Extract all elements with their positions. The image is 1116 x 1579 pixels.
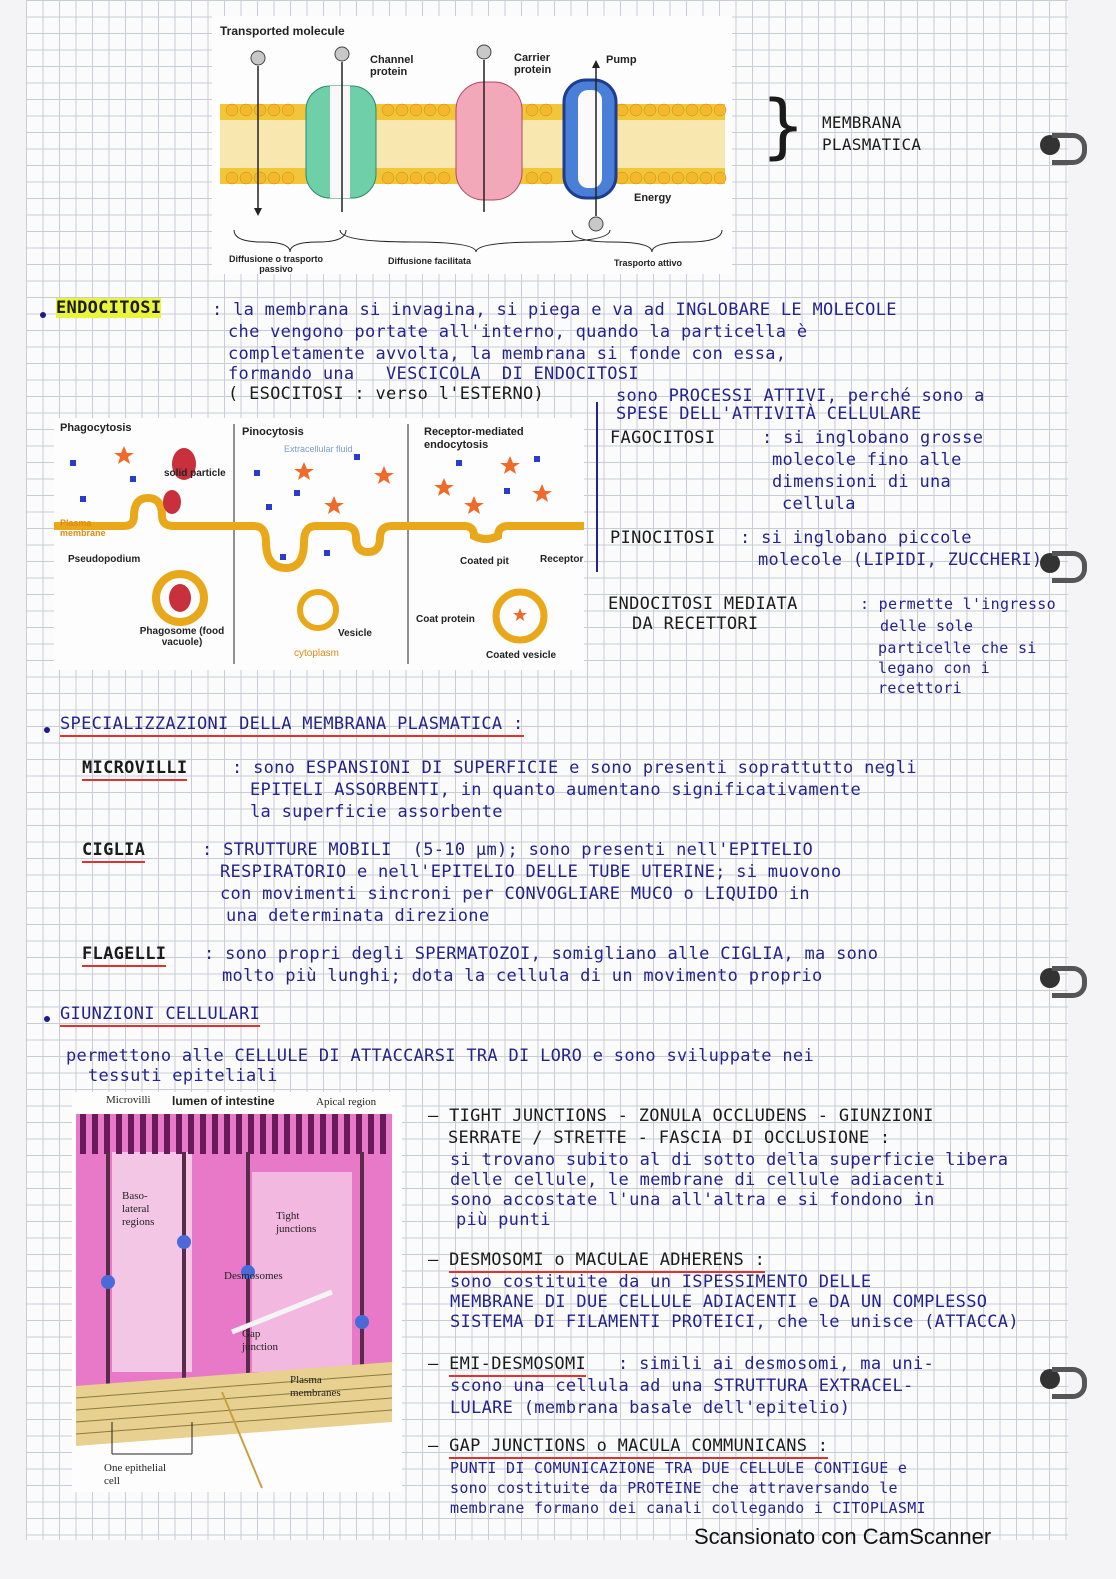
ciglia-line-2: RESPIRATORIO e nell'EPITELIO DELLE TUBE UTERINE; si muovono <box>220 862 842 882</box>
endocitosi-term <box>56 298 161 319</box>
microvilli-line-3: la superficie assorbente <box>250 802 503 822</box>
phagocytosis-label: Phagocytosis <box>60 422 132 434</box>
trasporto-attivo-label: Trasporto attivo <box>614 258 683 268</box>
binder-ring <box>1052 133 1087 165</box>
tight-desc-1: si trovano subito al di sotto della superficie libera <box>450 1150 1009 1170</box>
emi-title: – EMI-DESMOSOMI <box>428 1354 586 1375</box>
channel-protein-label: Channel protein <box>370 54 414 78</box>
membrane-brace: } <box>762 85 805 167</box>
phagosome-label: Phagosome (food vacuole) <box>139 626 225 648</box>
left-bracket <box>596 402 606 572</box>
giunzioni-intro-2: tessuti epiteliali <box>88 1066 278 1086</box>
tight-desc-3: sono accostate l'una all'altra e si fondono in <box>450 1190 935 1210</box>
junction-figure <box>72 1092 402 1492</box>
ciglia-line-3: con movimenti sincroni per CONVOGLIARE MUCO o LIQUIDO in <box>220 884 810 904</box>
mediata-line-4: legano con i <box>878 659 990 677</box>
plasma-membranes-label: Plasma membranes <box>290 1374 341 1399</box>
microvilli-term-text: MICROVILLI <box>82 758 187 781</box>
flagelli-line-1: : sono propri degli SPERMATOZOI, somigliano alle CIGLIA, ma sono <box>204 944 879 964</box>
ciglia-term <box>82 840 145 861</box>
emi-desc-3: LULARE (membrana basale dell'epitelio) <box>450 1398 851 1418</box>
giunzioni-heading-text: GIUNZIONI CELLULARI <box>60 1004 260 1027</box>
gap-junction-label: Gap junction <box>242 1328 279 1353</box>
ciglia-line-4: una determinata direzione <box>226 906 490 926</box>
tight-title-2: SERRATE / STRETTE - FASCIA DI OCCLUSIONE : <box>448 1128 891 1148</box>
bullet <box>44 1016 50 1022</box>
diffusione-facilitata-label: Diffusione facilitata <box>388 256 472 266</box>
gap-title: – GAP JUNCTIONS o MACULA COMMUNICANS : <box>428 1436 828 1457</box>
microvilli-line-2: EPITELI ASSORBENTI, in quanto aumentano significativamente <box>250 780 862 800</box>
bullet <box>44 727 50 733</box>
membrana-plasmatica-note: MEMBRANA PLASMATICA <box>822 113 922 154</box>
fagocitosi-term: FAGOCITOSI <box>610 428 716 448</box>
desmo-title-text: DESMOSOMI o MACULAE ADHERENS : <box>449 1250 765 1273</box>
gap-desc-1: PUNTI DI COMUNICAZIONE TRA DUE CELLULE CONTIGUE e <box>450 1459 908 1477</box>
binder-ring <box>1052 551 1087 583</box>
fagocitosi-line-3: dimensioni di una <box>772 472 952 492</box>
fagocitosi-line-1: : si inglobano grosse <box>762 428 984 448</box>
vesicle-label: Vesicle <box>338 628 372 639</box>
gap-desc-2: sono costituite da PROTEINE che attraversando le <box>450 1479 898 1497</box>
esocitosi-line: ( ESOCITOSI : verso l'ESTERNO) <box>228 384 545 404</box>
binder-ring <box>1052 966 1087 998</box>
pseudopodium-label: Pseudopodium <box>68 554 141 565</box>
membrane-diagram <box>212 16 732 274</box>
binder-ring <box>1052 1367 1087 1399</box>
giunzioni-heading <box>60 1004 260 1025</box>
gap-title-text: GAP JUNCTIONS o MACULA COMMUNICANS : <box>449 1436 828 1459</box>
emi-desc-1: : simili ai desmosomi, ma uni- <box>618 1354 935 1374</box>
processi-attivi-line-1: sono PROCESSI ATTIVI, perché sono a <box>616 386 985 406</box>
pinocitosi-line-1: : si inglobano piccole <box>740 528 972 548</box>
fagocitosi-line-2: molecole fino alle <box>772 450 962 470</box>
receptor-label: Receptor <box>540 554 584 565</box>
microvilli-label: Microvilli <box>106 1094 151 1106</box>
pinocytosis-label: Pinocytosis <box>242 426 304 438</box>
mediata-line-1: : permette l'ingresso <box>860 595 1056 613</box>
tight-title-1-text: TIGHT JUNCTIONS - ZONULA OCCLUDENS - GIUNZIONI <box>449 1106 934 1126</box>
solid-particle-label: solid particle <box>164 468 226 479</box>
flagelli-line-2: molto più lunghi; dota la cellula di un movimento proprio <box>222 966 823 986</box>
mediata-term-2: DA RECETTORI <box>632 614 759 634</box>
endocytosis-figure <box>54 418 584 670</box>
pump-label: Pump <box>606 54 637 66</box>
endocitosi-line-2: che vengono portate all'interno, quando la particella è <box>228 322 808 342</box>
flagelli-term-text: FLAGELLI <box>82 944 166 967</box>
desmo-title: – DESMOSOMI o MACULAE ADHERENS : <box>428 1250 765 1271</box>
endocitosi-highlight: ENDOCITOSI <box>56 298 162 318</box>
mediata-line-3: particelle che si <box>878 639 1037 657</box>
receptor-mediated-label: Receptor-mediated endocytosis <box>424 426 524 451</box>
plasma-membrane-label: Plasma membrane <box>60 518 106 538</box>
desmo-desc-2: MEMBRANE DI DUE CELLULE ADIACENTI e DA UN COMPLESSO <box>450 1292 988 1312</box>
flagelli-term <box>82 944 166 965</box>
tight-title-1: – TIGHT JUNCTIONS - ZONULA OCCLUDENS - GIUNZIONI <box>428 1106 934 1126</box>
emi-desc-2: scono una cellula ad una STRUTTURA EXTRACEL- <box>450 1376 914 1396</box>
coat-protein-label: Coat protein <box>416 614 475 625</box>
desmo-desc-1: sono costituite da un ISPESSIMENTO DELLE <box>450 1272 872 1292</box>
desmo-desc-3: SISTEMA DI FILAMENTI PROTEICI, che le unisce (ATTACCA) <box>450 1312 1019 1332</box>
basolateral-label: Baso- lateral regions <box>122 1190 155 1228</box>
pinocitosi-term: PINOCITOSI <box>610 528 716 548</box>
endocitosi-line-1: : la membrana si invagina, si piega e va ad INGLOBARE LE MOLECOLE <box>212 300 897 320</box>
tight-desc-4: più punti <box>456 1210 551 1230</box>
endocitosi-line-4: formando una VESCICOLA DI ENDOCITOSI <box>228 364 639 384</box>
transported-molecule-label: Transported molecule <box>220 24 345 38</box>
desmosomes-label: Desmosomes <box>224 1270 283 1282</box>
tight-junctions-label: Tight junctions <box>276 1210 317 1235</box>
junction-diagram <box>72 1092 402 1492</box>
mediata-line-2: delle sole <box>880 617 974 635</box>
bullet <box>40 312 46 318</box>
microvilli-line-1: : sono ESPANSIONI DI SUPERFICIE e sono presenti soprattutto negli <box>232 758 917 778</box>
endocitosi-line-3: completamente avvolta, la membrana si fonde con essa, <box>228 344 787 364</box>
giunzioni-intro-1: permettono alle CELLULE DI ATTACCARSI TRA DI LORO e sono sviluppate nei <box>66 1046 814 1066</box>
pinocitosi-line-2: molecole (LIPIDI, ZUCCHERI) <box>758 550 1043 570</box>
energy-label: Energy <box>634 192 672 204</box>
one-epithelial-cell-label: One epithelial cell <box>104 1462 167 1487</box>
scanner-footer: Scansionato con CamScanner <box>694 1524 992 1549</box>
coated-pit-label: Coated pit <box>460 556 509 567</box>
gap-desc-3: membrane formano dei canali collegando i CITOPLASMI <box>450 1499 926 1517</box>
tight-desc-2: delle cellule, le membrane di cellule adiacenti <box>450 1170 946 1190</box>
specializzazioni-heading-text: SPECIALIZZAZIONI DELLA MEMBRANA PLASMATICA : <box>60 714 524 737</box>
ciglia-line-1: : STRUTTURE MOBILI (5-10 µm); sono presenti nell'EPITELIO <box>202 840 814 860</box>
emi-title-text: EMI-DESMOSOMI <box>449 1354 586 1377</box>
diffusione-label: Diffusione o trasporto passivo <box>229 254 323 274</box>
processi-attivi-line-2: SPESE DELL'ATTIVITÀ CELLULARE <box>616 404 922 424</box>
ciglia-term-text: CIGLIA <box>82 840 145 863</box>
mediata-line-5: recettori <box>878 679 962 697</box>
specializzazioni-heading <box>60 714 524 735</box>
mediata-term-1: ENDOCITOSI MEDIATA <box>608 594 798 614</box>
apical-label: Apical region <box>316 1096 377 1108</box>
cytoplasm-label: cytoplasm <box>294 648 340 659</box>
lumen-label: lumen of intestine <box>172 1094 275 1108</box>
microvilli-term <box>82 758 187 779</box>
coated-vesicle-label: Coated vesicle <box>486 650 557 661</box>
fagocitosi-line-4: cellula <box>782 494 856 514</box>
extracellular-fluid-label: Extracellular fluid <box>284 444 353 454</box>
membrane-transport-figure <box>212 16 732 274</box>
carrier-protein-label: Carrier protein <box>514 52 552 76</box>
